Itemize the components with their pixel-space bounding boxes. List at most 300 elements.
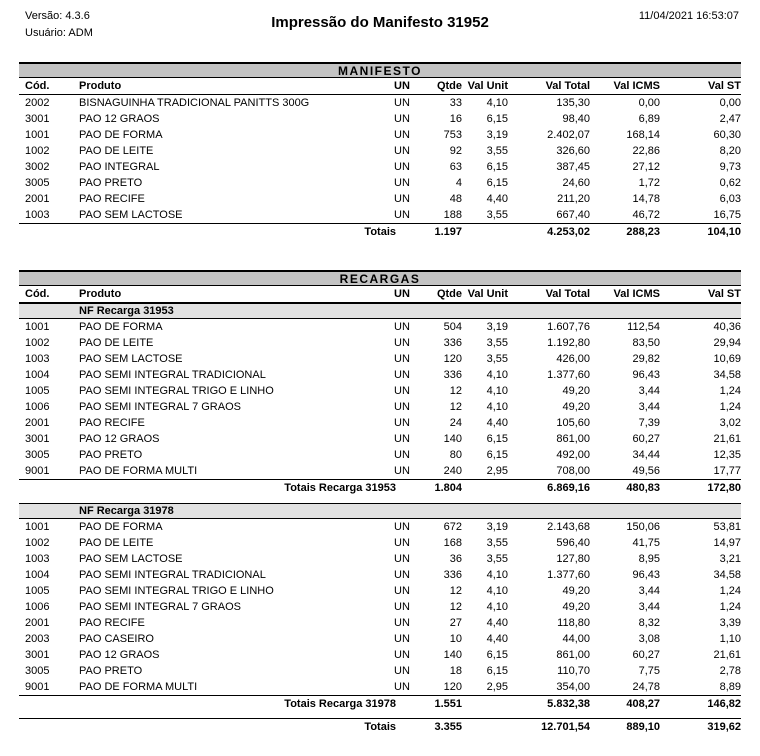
table-cell: 4,10 [486, 601, 508, 613]
column-header: Val Unit [467, 80, 508, 92]
table-cell: UN [394, 129, 410, 141]
table-cell: 3,44 [638, 585, 660, 597]
table-cell: 105,60 [556, 417, 590, 429]
table-cell: 49,20 [562, 585, 590, 597]
table-cell: 1001 [25, 321, 50, 333]
table-cell: 3005 [25, 449, 50, 461]
table-cell: 4,10 [486, 585, 508, 597]
table-cell: PAO 12 GRAOS [79, 113, 160, 125]
table-cell: 2002 [25, 97, 50, 109]
table-row [19, 431, 741, 447]
table-cell: 336 [443, 569, 462, 581]
table-cell: PAO SEM LACTOSE [79, 553, 183, 565]
table-row [19, 663, 741, 679]
column-header: Val ST [707, 80, 741, 92]
table-cell: 9,73 [719, 161, 741, 173]
table-cell: 110,70 [557, 665, 590, 677]
table-cell: 60,30 [713, 129, 741, 141]
table-cell: 3001 [25, 649, 50, 661]
table-cell: 188 [443, 209, 462, 221]
totals-val-icms: 889,10 [626, 721, 660, 733]
table-cell: UN [394, 369, 410, 381]
table-cell: 1002 [25, 145, 50, 157]
table-cell: 9001 [25, 681, 50, 693]
table-row [19, 567, 741, 583]
column-header: Cód. [25, 288, 50, 300]
table-cell: 2,78 [719, 665, 741, 677]
table-cell: 1002 [25, 537, 50, 549]
table-cell: 8,89 [719, 681, 741, 693]
table-cell: 98,40 [562, 113, 590, 125]
column-header: Val ST [707, 288, 741, 300]
table-cell: PAO DE FORMA [79, 321, 163, 333]
table-cell: 96,43 [632, 569, 660, 581]
table-cell: UN [394, 321, 410, 333]
column-header: Val Total [545, 288, 590, 300]
table-cell: 4,10 [486, 97, 508, 109]
table-row [19, 463, 741, 479]
table-cell: UN [394, 161, 410, 173]
table-cell: 12 [449, 601, 462, 613]
table-cell: PAO PRETO [79, 665, 143, 677]
table-cell: 1,10 [719, 633, 741, 645]
table-cell: PAO DE FORMA [79, 521, 163, 533]
totals-label: Totais Recarga 31978 [284, 698, 396, 710]
table-row [19, 535, 741, 551]
table-cell: UN [394, 681, 410, 693]
table-cell: 2,95 [486, 465, 508, 477]
table-cell: UN [394, 353, 410, 365]
totals-label: Totais [364, 226, 396, 238]
table-cell: PAO INTEGRAL [79, 161, 160, 173]
manifesto-section-title: MANIFESTO [19, 62, 741, 78]
table-cell: 120 [443, 353, 462, 365]
column-header: Val Unit [467, 288, 508, 300]
table-row [19, 599, 741, 615]
table-cell: 48 [449, 193, 462, 205]
grand-totals-row [19, 718, 741, 735]
table-cell: 4,10 [486, 385, 508, 397]
table-cell: 504 [443, 321, 462, 333]
table-cell: 2.402,07 [547, 129, 590, 141]
group-title: NF Recarga 31953 [19, 303, 741, 319]
table-row [19, 383, 741, 399]
table-cell: 41,75 [632, 537, 660, 549]
table-cell: 16,75 [713, 209, 741, 221]
table-cell: 354,00 [556, 681, 590, 693]
table-cell: 326,60 [556, 145, 590, 157]
table-row [19, 351, 741, 367]
totals-val-icms: 480,83 [626, 482, 660, 494]
table-cell: 3,55 [486, 353, 508, 365]
table-cell: 120 [443, 681, 462, 693]
table-cell: 8,32 [638, 617, 660, 629]
table-cell: 3001 [25, 433, 50, 445]
table-cell: 49,20 [562, 601, 590, 613]
table-cell: 387,45 [556, 161, 590, 173]
table-cell: 1.377,60 [547, 369, 590, 381]
table-cell: 29,94 [713, 337, 741, 349]
table-cell: 753 [443, 129, 462, 141]
table-cell: 34,58 [713, 569, 741, 581]
table-cell: 4,40 [486, 617, 508, 629]
table-cell: 63 [449, 161, 462, 173]
table-cell: 53,81 [713, 521, 741, 533]
totals-val-icms: 288,23 [626, 226, 660, 238]
table-cell: 1001 [25, 521, 50, 533]
table-cell: 4,10 [486, 369, 508, 381]
table-cell: PAO 12 GRAOS [79, 649, 160, 661]
table-cell: 140 [443, 649, 462, 661]
table-row [19, 95, 741, 111]
column-header: Produto [79, 288, 122, 300]
table-cell: 12 [449, 585, 462, 597]
table-cell: 96,43 [632, 369, 660, 381]
table-cell: UN [394, 433, 410, 445]
table-cell: 12 [449, 385, 462, 397]
table-cell: 3,44 [638, 385, 660, 397]
table-cell: 1002 [25, 337, 50, 349]
table-cell: 6,89 [638, 113, 660, 125]
table-cell: 4,40 [486, 633, 508, 645]
table-cell: 3,55 [486, 553, 508, 565]
table-row [19, 127, 741, 143]
column-header: Qtde [436, 288, 462, 300]
table-cell: 1.192,80 [547, 337, 590, 349]
totals-val-total: 4.253,02 [547, 226, 590, 238]
table-cell: 3,55 [486, 337, 508, 349]
table-cell: 3,19 [486, 321, 508, 333]
table-row [19, 191, 741, 207]
page-title: Impressão do Manifesto 31952 [271, 14, 489, 31]
table-cell: UN [394, 465, 410, 477]
totals-qtde: 1.804 [434, 482, 462, 494]
table-row [19, 519, 741, 535]
table-cell: 10,69 [713, 353, 741, 365]
group-title: NF Recarga 31978 [19, 503, 741, 519]
meta-left [25, 8, 93, 42]
totals-val-st: 146,82 [707, 698, 741, 710]
table-cell: 6,15 [486, 449, 508, 461]
table-cell: 6,15 [486, 177, 508, 189]
table-cell: 27 [449, 617, 462, 629]
table-row [19, 159, 741, 175]
table-cell: 2003 [25, 633, 50, 645]
column-header: Qtde [436, 80, 462, 92]
table-cell: UN [394, 649, 410, 661]
table-cell: 211,20 [557, 193, 590, 205]
table-cell: 24 [449, 417, 462, 429]
table-cell: 336 [443, 337, 462, 349]
table-cell: 6,03 [719, 193, 741, 205]
table-row [19, 447, 741, 463]
table-cell: PAO SEMI INTEGRAL 7 GRAOS [79, 601, 241, 613]
column-header: Val Total [545, 80, 590, 92]
user-label: Usuário: ADM [25, 27, 93, 39]
table-cell: 21,61 [713, 649, 741, 661]
table-cell: 1005 [25, 585, 50, 597]
group-totals-row [19, 479, 741, 496]
table-cell: 112,54 [627, 321, 660, 333]
table-cell: UN [394, 537, 410, 549]
table-cell: PAO SEMI INTEGRAL 7 GRAOS [79, 401, 241, 413]
table-row [19, 335, 741, 351]
table-cell: 8,95 [638, 553, 660, 565]
table-cell: 49,56 [632, 465, 660, 477]
table-row [19, 415, 741, 431]
table-cell: 44,00 [562, 633, 590, 645]
table-cell: 150,06 [626, 521, 660, 533]
section-recargas [19, 270, 741, 735]
table-cell: UN [394, 193, 410, 205]
table-cell: 60,27 [632, 433, 660, 445]
table-cell: 22,86 [632, 145, 660, 157]
table-cell: 4,40 [486, 417, 508, 429]
table-cell: 3,44 [638, 401, 660, 413]
table-cell: 6,15 [486, 649, 508, 661]
table-cell: 3,02 [719, 417, 741, 429]
table-cell: 1.607,76 [547, 321, 590, 333]
column-header: Produto [79, 80, 122, 92]
table-row [19, 367, 741, 383]
group-table-body [19, 519, 741, 695]
section-manifesto [19, 62, 741, 240]
totals-qtde: 1.551 [434, 698, 462, 710]
table-cell: 2001 [25, 617, 50, 629]
table-cell: 18 [449, 665, 462, 677]
table-cell: PAO 12 GRAOS [79, 433, 160, 445]
table-cell: UN [394, 113, 410, 125]
table-cell: UN [394, 569, 410, 581]
table-cell: 27,12 [632, 161, 660, 173]
table-cell: 1,24 [719, 601, 741, 613]
table-cell: 92 [449, 145, 462, 157]
table-cell: 672 [443, 521, 462, 533]
table-cell: 6,15 [486, 113, 508, 125]
group-table-body [19, 319, 741, 479]
table-cell: 426,00 [556, 353, 590, 365]
table-row [19, 615, 741, 631]
table-cell: 667,40 [556, 209, 590, 221]
table-cell: UN [394, 633, 410, 645]
document-header [19, 5, 741, 57]
table-cell: UN [394, 449, 410, 461]
table-cell: 12 [449, 401, 462, 413]
recargas-section-title: RECARGAS [19, 270, 741, 286]
table-cell: 127,80 [556, 553, 590, 565]
table-cell: PAO DE LEITE [79, 337, 154, 349]
manifesto-table-body [19, 95, 741, 223]
table-cell: 2001 [25, 193, 50, 205]
table-row [19, 207, 741, 223]
table-cell: PAO SEMI INTEGRAL TRIGO E LINHO [79, 585, 274, 597]
table-cell: 49,20 [562, 385, 590, 397]
table-row [19, 175, 741, 191]
table-cell: 1004 [25, 569, 50, 581]
totals-val-st: 319,62 [707, 721, 741, 733]
table-cell: 135,30 [556, 97, 590, 109]
table-row [19, 143, 741, 159]
table-cell: PAO RECIFE [79, 193, 145, 205]
recargas-table-header [19, 286, 741, 303]
table-cell: 34,58 [713, 369, 741, 381]
table-cell: 2,47 [719, 113, 741, 125]
datetime-label: 11/04/2021 16:53:07 [638, 10, 739, 22]
totals-qtde: 1.197 [434, 226, 462, 238]
table-cell: PAO SEM LACTOSE [79, 209, 183, 221]
table-cell: 14,78 [632, 193, 660, 205]
table-cell: 1,24 [719, 585, 741, 597]
table-cell: PAO CASEIRO [79, 633, 154, 645]
table-cell: 708,00 [556, 465, 590, 477]
table-cell: 17,77 [713, 465, 741, 477]
table-cell: 861,00 [556, 649, 590, 661]
table-cell: 7,39 [638, 417, 660, 429]
table-cell: 49,20 [562, 401, 590, 413]
column-header: UN [394, 80, 410, 92]
totals-qtde: 3.355 [434, 721, 462, 733]
table-cell: 3,55 [486, 537, 508, 549]
table-cell: UN [394, 97, 410, 109]
recarga-group-31953 [19, 303, 741, 496]
table-cell: 3001 [25, 113, 50, 125]
table-cell: PAO SEM LACTOSE [79, 353, 183, 365]
table-cell: 6,15 [486, 665, 508, 677]
table-cell: UN [394, 177, 410, 189]
table-cell: 9001 [25, 465, 50, 477]
table-cell: 1005 [25, 385, 50, 397]
table-cell: 12,35 [713, 449, 741, 461]
table-cell: PAO PRETO [79, 449, 143, 461]
table-cell: 1003 [25, 209, 50, 221]
table-cell: 4,10 [486, 569, 508, 581]
table-cell: UN [394, 337, 410, 349]
table-row [19, 399, 741, 415]
table-cell: 336 [443, 369, 462, 381]
table-cell: 1006 [25, 401, 50, 413]
table-cell: 40,36 [713, 321, 741, 333]
table-cell: 6,15 [486, 433, 508, 445]
table-cell: 3,55 [486, 209, 508, 221]
table-cell: 3,55 [486, 145, 508, 157]
table-cell: 3,44 [638, 601, 660, 613]
table-cell: 83,50 [632, 337, 660, 349]
table-cell: 80 [449, 449, 462, 461]
table-cell: 3,21 [719, 553, 741, 565]
table-cell: 2.143,68 [547, 521, 590, 533]
table-row [19, 551, 741, 567]
table-cell: PAO RECIFE [79, 417, 145, 429]
table-cell: PAO SEMI INTEGRAL TRADICIONAL [79, 569, 266, 581]
table-cell: 492,00 [556, 449, 590, 461]
table-cell: 1.377,60 [547, 569, 590, 581]
totals-label: Totais Recarga 31953 [284, 482, 396, 494]
table-cell: 2,95 [486, 681, 508, 693]
table-cell: 861,00 [556, 433, 590, 445]
table-cell: 34,44 [632, 449, 660, 461]
table-cell: 1003 [25, 553, 50, 565]
table-cell: 0,62 [719, 177, 741, 189]
table-cell: 8,20 [719, 145, 741, 157]
table-cell: 24,78 [632, 681, 660, 693]
totals-val-st: 172,80 [707, 482, 741, 494]
table-cell: 118,80 [557, 617, 590, 629]
table-cell: UN [394, 417, 410, 429]
table-cell: 1006 [25, 601, 50, 613]
table-cell: 3,19 [486, 129, 508, 141]
table-cell: PAO DE FORMA [79, 129, 163, 141]
table-cell: UN [394, 209, 410, 221]
table-cell: 21,61 [713, 433, 741, 445]
table-cell: 16 [449, 113, 462, 125]
totals-val-total: 6.869,16 [547, 482, 590, 494]
table-row [19, 583, 741, 599]
totals-label: Totais [364, 721, 396, 733]
table-cell: 1,24 [719, 385, 741, 397]
table-cell: 3,19 [486, 521, 508, 533]
manifesto-table-header [19, 78, 741, 95]
group-totals-row [19, 695, 741, 712]
table-cell: 3,39 [719, 617, 741, 629]
table-row [19, 679, 741, 695]
table-cell: 36 [449, 553, 462, 565]
recarga-group-31978 [19, 503, 741, 712]
table-cell: 60,27 [632, 649, 660, 661]
column-header: Cód. [25, 80, 50, 92]
table-cell: 6,15 [486, 161, 508, 173]
table-row [19, 647, 741, 663]
table-cell: PAO DE LEITE [79, 145, 154, 157]
totals-val-total: 5.832,38 [547, 698, 590, 710]
table-cell: 2001 [25, 417, 50, 429]
table-cell: UN [394, 617, 410, 629]
table-row [19, 319, 741, 335]
table-cell: 0,00 [719, 97, 741, 109]
table-cell: 7,75 [638, 665, 660, 677]
table-row [19, 631, 741, 647]
table-cell: 46,72 [632, 209, 660, 221]
table-cell: 4 [455, 177, 462, 189]
column-header: UN [394, 288, 410, 300]
table-cell: PAO DE LEITE [79, 537, 154, 549]
table-cell: UN [394, 665, 410, 677]
table-cell: 596,40 [556, 537, 590, 549]
manifesto-totals-row [19, 223, 741, 240]
table-cell: PAO DE FORMA MULTI [79, 465, 198, 477]
table-cell: 4,10 [486, 401, 508, 413]
table-cell: PAO DE FORMA MULTI [79, 681, 198, 693]
table-cell: 140 [443, 433, 462, 445]
table-cell: 3005 [25, 177, 50, 189]
table-cell: 1,24 [719, 401, 741, 413]
table-cell: 3002 [25, 161, 50, 173]
table-cell: 4,40 [486, 193, 508, 205]
table-cell: 10 [449, 633, 462, 645]
table-cell: 240 [443, 465, 462, 477]
table-cell: 14,97 [713, 537, 741, 549]
table-cell: UN [394, 521, 410, 533]
totals-val-icms: 408,27 [626, 698, 660, 710]
table-cell: 29,82 [632, 353, 660, 365]
table-cell: 1003 [25, 353, 50, 365]
table-cell: UN [394, 401, 410, 413]
table-cell: 1001 [25, 129, 50, 141]
table-cell: 1,72 [638, 177, 660, 189]
table-cell: 3,08 [638, 633, 660, 645]
table-cell: 0,00 [638, 97, 660, 109]
table-cell: UN [394, 553, 410, 565]
table-cell: UN [394, 385, 410, 397]
